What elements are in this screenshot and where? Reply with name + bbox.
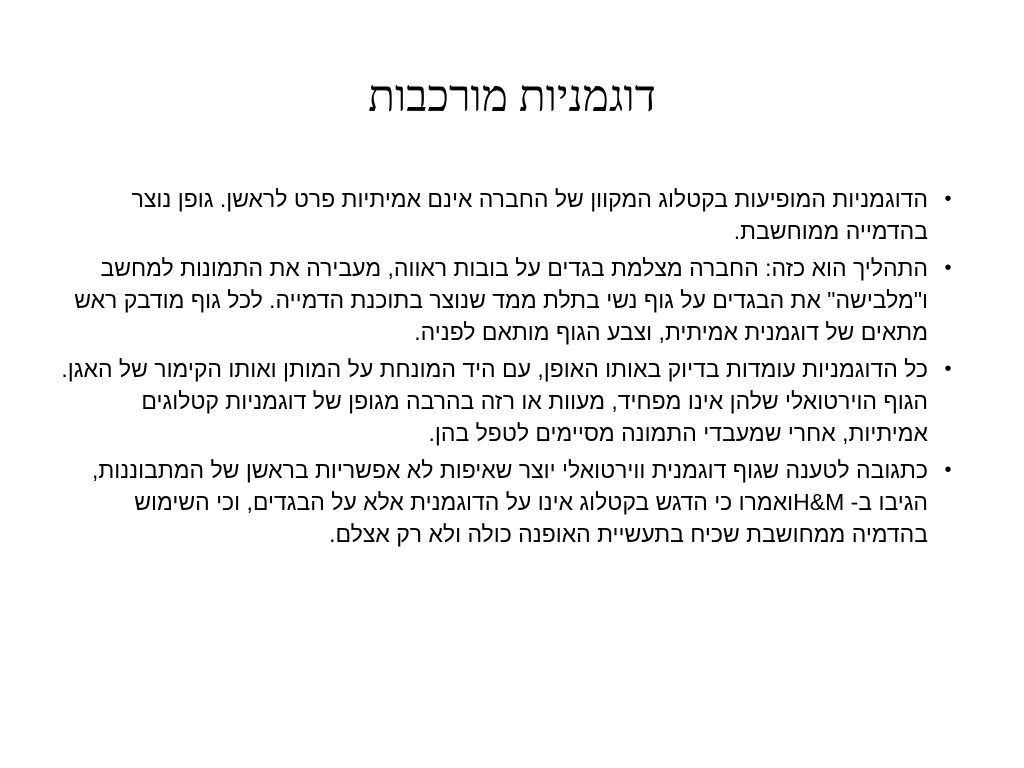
bullet-dot-icon: •	[944, 358, 952, 380]
bullet-text: התהליך הוא כזה: החברה מצלמת בגדים על בובות ראווה, מעבירה את התמונות למחשב ו"מלבישה" את הבגדים על גוף נשי בתלת ממד שנוצר בתוכנת הדמייה. לכל גוף מודבק ראש מתאים של דוגמנית אמיתית, וצבע הגוף מותאם לפניה.	[74, 255, 928, 345]
bullet-text: כתגובה לטענה שגוף דוגמנית ווירטואלי יוצר שאיפות לא אפשריות בראשן של המתבוננות, הגיבו ב- H&Mואמרו כי הדגש בקטלוג אינו על הדוגמנית אלא על הבגדים, וכי השימוש בהדמיה ממחושבת שכיח בתעשיית האופנה כולה ולא רק אצלם.	[91, 457, 928, 547]
bullet-item-4	[60, 454, 968, 550]
bullet-dot-icon: •	[944, 188, 952, 210]
bullet-list	[60, 183, 968, 555]
bullet-item-1	[60, 183, 968, 247]
bullet-dot-icon: •	[944, 459, 952, 481]
bullet-text: כל הדוגמניות עומדות בדיוק באותו האופן, עם היד המונחת על המותן ואותו הקימור של האגן. הגוף הוירטואלי שלהן אינו מפחיד, מעוות או רזה בהרבה מגופן של דוגמניות קטלוגים אמיתיות, אחרי שמעבדי התמונה מסיימים לטפל בהן.	[61, 356, 928, 446]
bullet-dot-icon: •	[944, 257, 952, 279]
bullet-item-2	[60, 252, 968, 348]
bullet-item-3	[60, 353, 968, 449]
bullet-text: הדוגמניות המופיעות בקטלוג המקוון של החברה אינם אמיתיות פרט לראשן. גופן נוצר בהדמייה ממוחשבת.	[131, 186, 928, 244]
slide-title: דוגמניות מורכבות	[368, 72, 656, 121]
